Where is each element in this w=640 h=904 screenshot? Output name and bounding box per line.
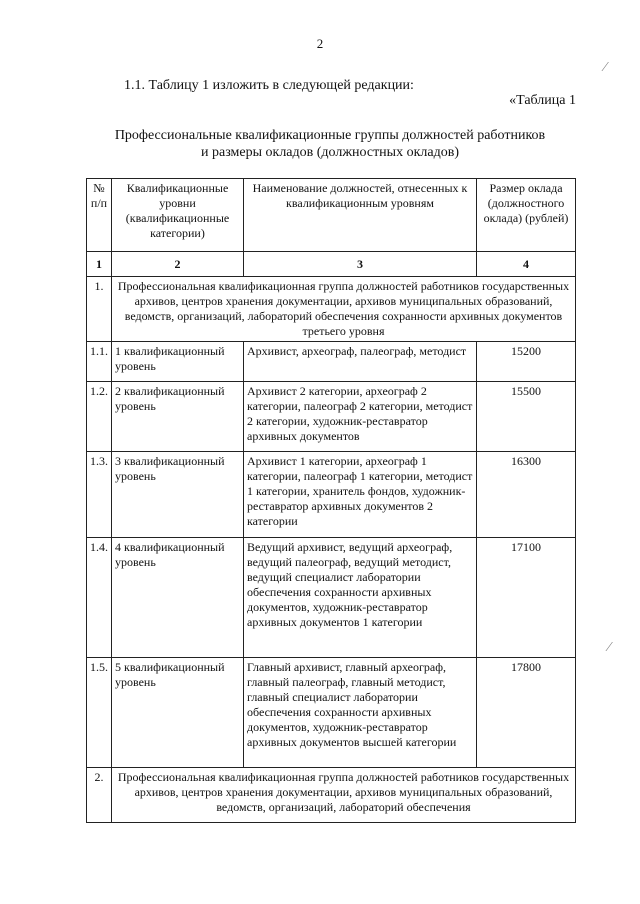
column-number: 3 bbox=[244, 252, 477, 277]
title-line-2: и размеры окладов (должностных окладов) bbox=[201, 145, 459, 160]
title-line-1: Профессиональные квалификационные группы должностей работников bbox=[114, 128, 546, 143]
table-row bbox=[87, 342, 576, 382]
table-row bbox=[87, 658, 576, 768]
table-row bbox=[87, 382, 576, 452]
header-cell: Наименование должностей, отнесенных к квалификационным уровням bbox=[244, 179, 477, 252]
group-title: Профессиональная квалификационная группа должностей работников государственных архивов, центров хранения документации, архивов муниципальных образований, ведомств, организаций, лабораторий обеспечения сохранности архивных документов третьего уровня bbox=[112, 277, 576, 342]
document-title bbox=[60, 127, 600, 161]
row-positions: Ведущий архивист, ведущий археограф, ведущий палеограф, ведущий методист, ведущий специалист лаборатории обеспечения сохранности архивных документов, художник-реставратор архивных документов 1 категории bbox=[244, 538, 477, 658]
row-positions: Архивист, археограф, палеограф, методист bbox=[244, 342, 477, 382]
group-number: 2. bbox=[87, 768, 112, 823]
margin-mark: ⁄ bbox=[608, 640, 611, 655]
group-title: Профессиональная квалификационная группа должностей работников государственных архивов, центров хранения документации, архивов муниципальных образований, ведомств, организаций, лабораторий обеспечения bbox=[112, 768, 576, 823]
row-positions: Архивист 1 категории, археограф 1 категории, палеограф 1 категории, методист 1 категории, хранитель фондов, художник-реставратор архивных документов 2 категории bbox=[244, 452, 477, 538]
table-header-row bbox=[87, 179, 576, 252]
group-row bbox=[87, 277, 576, 342]
column-number: 1 bbox=[87, 252, 112, 277]
row-positions: Главный архивист, главный археограф, главный палеограф, главный методист, главный специалист лаборатории обеспечения сохранности архивных документов, художник-реставратор архивных документов высшей категории bbox=[244, 658, 477, 768]
row-number: 1.4. bbox=[87, 538, 112, 658]
row-salary: 15200 bbox=[477, 342, 576, 382]
row-level: 1 квалификационный уровень bbox=[112, 342, 244, 382]
row-number: 1.3. bbox=[87, 452, 112, 538]
row-level: 2 квалификационный уровень bbox=[112, 382, 244, 452]
row-salary: 16300 bbox=[477, 452, 576, 538]
salary-table bbox=[86, 178, 576, 823]
row-number: 1.5. bbox=[87, 658, 112, 768]
table-row bbox=[87, 538, 576, 658]
row-level: 3 квалификационный уровень bbox=[112, 452, 244, 538]
header-cell: Размер оклада (должностного оклада) (рублей) bbox=[477, 179, 576, 252]
row-salary: 17100 bbox=[477, 538, 576, 658]
row-salary: 15500 bbox=[477, 382, 576, 452]
column-number-row bbox=[87, 252, 576, 277]
table-row bbox=[87, 452, 576, 538]
row-number: 1.2. bbox=[87, 382, 112, 452]
row-salary: 17800 bbox=[477, 658, 576, 768]
intro-text: 1.1. Таблицу 1 изложить в следующей редакции: bbox=[124, 78, 414, 93]
margin-mark: ⁄ bbox=[604, 60, 607, 75]
column-number: 2 bbox=[112, 252, 244, 277]
column-number: 4 bbox=[477, 252, 576, 277]
row-level: 4 квалификационный уровень bbox=[112, 538, 244, 658]
group-number: 1. bbox=[87, 277, 112, 342]
group-row bbox=[87, 768, 576, 823]
row-positions: Архивист 2 категории, археограф 2 категории, палеограф 2 категории, методист 2 категории, художник-реставратор архивных документов bbox=[244, 382, 477, 452]
row-level: 5 квалификационный уровень bbox=[112, 658, 244, 768]
header-cell: № п/п bbox=[87, 179, 112, 252]
table-reference: «Таблица 1 bbox=[509, 93, 576, 108]
header-cell: Квалификационные уровни (квалификационные категории) bbox=[112, 179, 244, 252]
row-number: 1.1. bbox=[87, 342, 112, 382]
page-number: 2 bbox=[316, 36, 324, 51]
